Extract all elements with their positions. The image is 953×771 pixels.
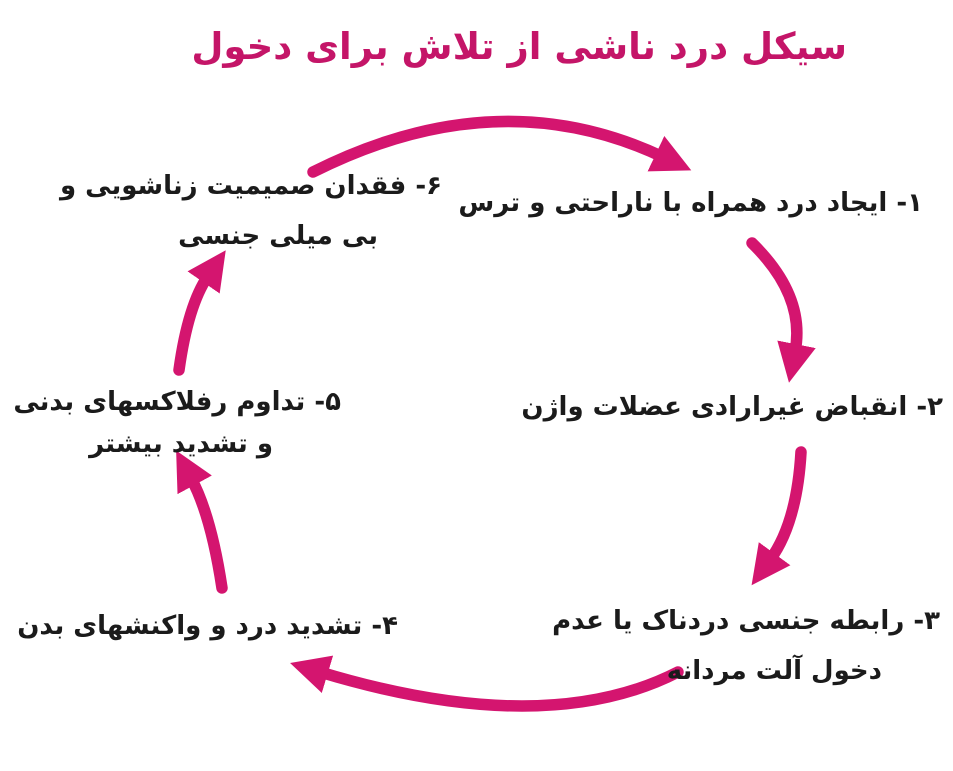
arrow-step1-to-step2: [752, 243, 797, 352]
arrow-step6-to-step1: [313, 121, 663, 172]
arrow-step2-to-step3: [770, 452, 801, 560]
cycle-step-4: [17, 609, 398, 643]
cycle-step-4-text: ۴- تشدید درد و واکنشهای بدن: [17, 611, 398, 641]
cycle-step-5-text-line1: ۵- تداوم رفلاکسهای بدنی: [13, 387, 341, 417]
cycle-step-3-text-line1: ۳- رابطه جنسی دردناک یا عدم: [552, 606, 940, 636]
cycle-step-6: [60, 169, 442, 253]
cycle-step-2: [521, 390, 943, 424]
cycle-step-5-text-line2: و تشدید بیشتر: [89, 429, 273, 459]
cycle-step-5: [13, 385, 341, 461]
cycle-step-2-text: ۲- انقباض غیرارادی عضلات واژن: [521, 392, 943, 422]
cycle-step-6-text-line1: ۶- فقدان صمیمیت زناشویی و: [59, 171, 442, 201]
cycle-step-3-text-line2: دخول آلت مردانه: [666, 656, 882, 686]
arrow-step4-to-step5: [191, 478, 222, 588]
cycle-step-1-text: ۱- ایجاد درد همراه با ناراحتی و ترس: [458, 188, 923, 218]
cycle-step-1: [458, 186, 923, 220]
cycle-step-3: [552, 604, 940, 688]
diagram-title: سیکل درد ناشی از تلاش برای دخول: [191, 25, 847, 68]
cycle-step-6-text-line2: بی میلی جنسی: [178, 221, 378, 251]
arrow-step5-to-step6: [179, 276, 208, 370]
